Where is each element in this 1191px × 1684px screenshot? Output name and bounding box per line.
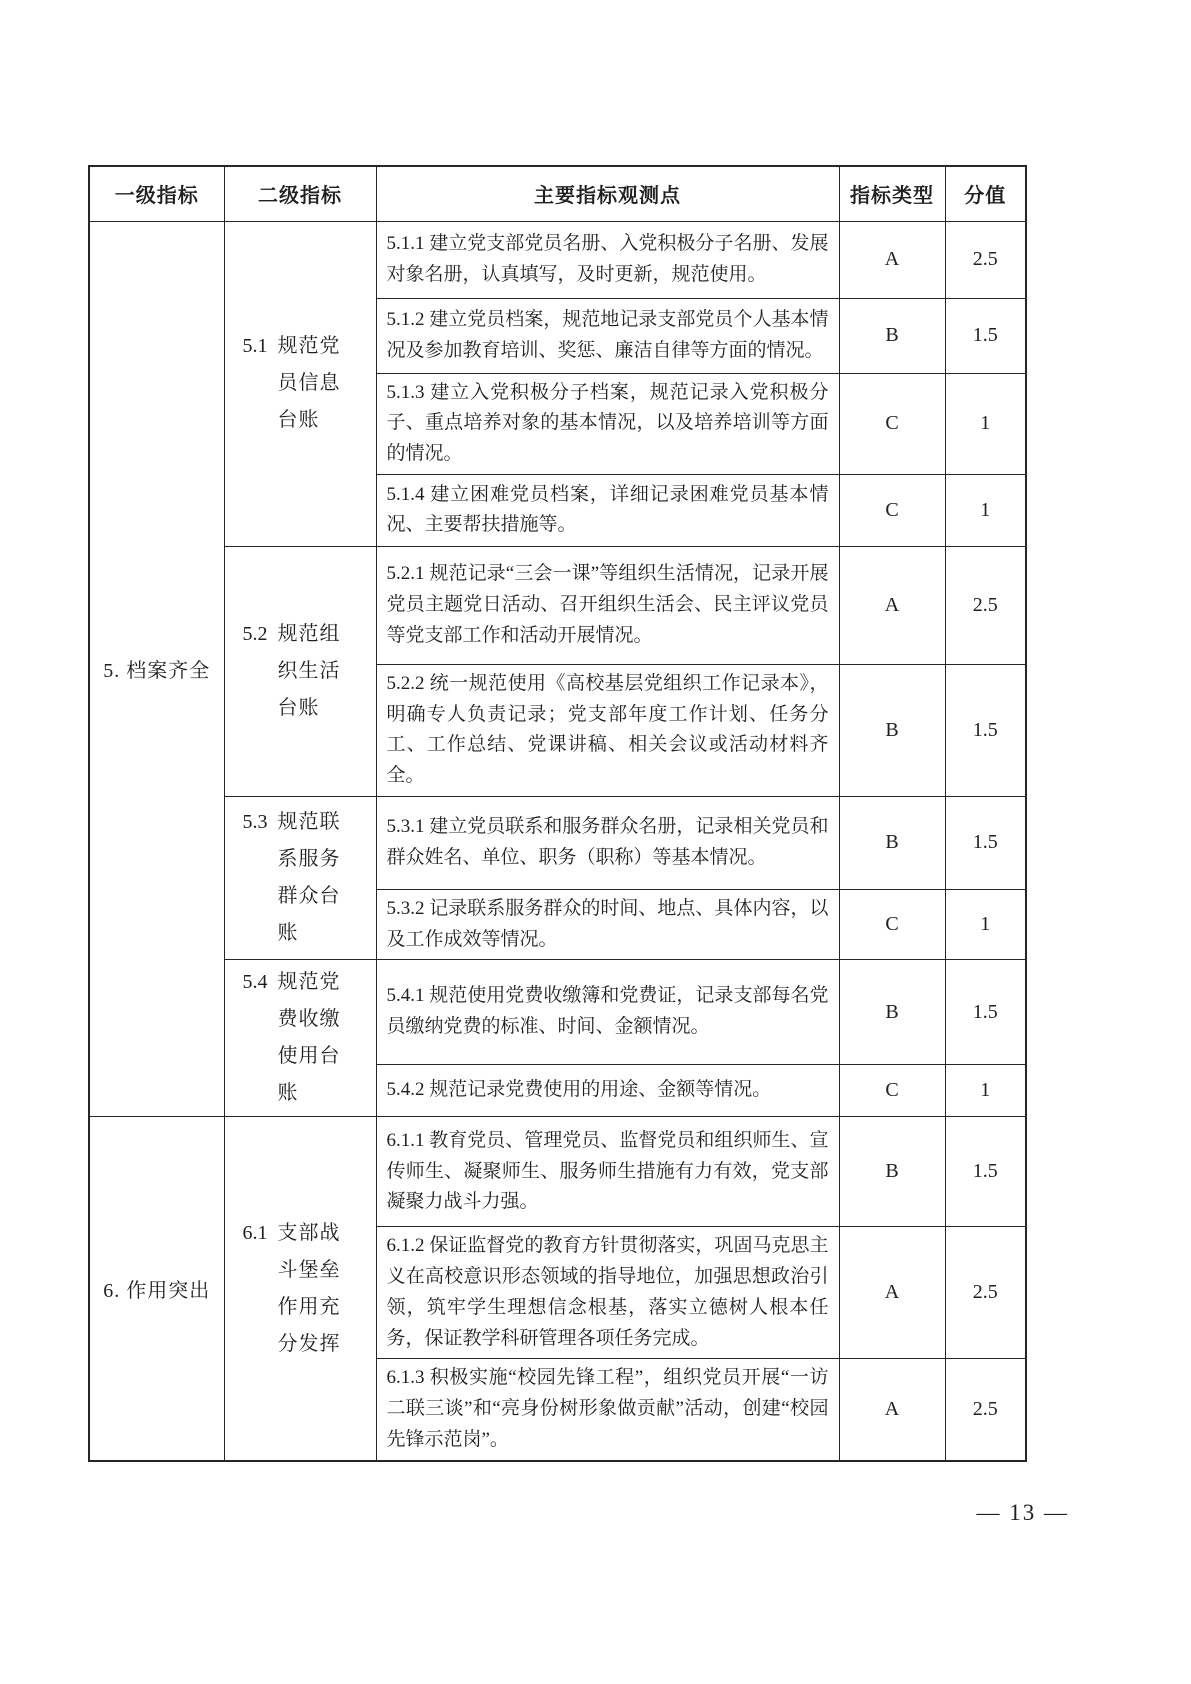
level2-number: 6.1 bbox=[242, 1221, 268, 1244]
type-cell: B bbox=[839, 960, 945, 1064]
type-cell: B bbox=[839, 298, 945, 373]
level2-number: 5.1 bbox=[242, 335, 268, 358]
level2-label: 规范党费收缴使用台账 bbox=[277, 971, 341, 1105]
observation-cell: 6.1.2 保证监督党的教育方针贯彻落实，巩固马克思主义在高校意识形态领域的指导地位，加强思想政治引领，筑牢学生理想信念根基，落实立德树人根本任务，保证教学科研管理各项任务完成。 bbox=[376, 1227, 839, 1359]
table-row bbox=[89, 796, 1026, 889]
observation-cell: 6.1.3 积极实施“校园先锋工程”，组织党员开展“一访二联三谈”和“亮身份树形象做贡献”活动，创建“校园先锋示范岗”。 bbox=[376, 1359, 839, 1461]
score-cell: 1.5 bbox=[945, 664, 1026, 796]
score-cell: 2.5 bbox=[945, 1227, 1026, 1359]
type-cell: A bbox=[839, 546, 945, 664]
table-row bbox=[89, 221, 1026, 298]
header-type: 指标类型 bbox=[839, 166, 945, 221]
type-cell: B bbox=[839, 796, 945, 889]
level2-number: 5.4 bbox=[242, 971, 268, 994]
score-cell: 1 bbox=[945, 1064, 1026, 1117]
level2-label: 规范组织生活台账 bbox=[277, 622, 341, 719]
observation-cell: 5.1.3 建立入党积极分子档案，规范记录入党积极分子、重点培养对象的基本情况，以及培养培训等方面的情况。 bbox=[376, 373, 839, 474]
header-observation: 主要指标观测点 bbox=[376, 166, 839, 221]
header-row bbox=[89, 166, 1026, 221]
observation-cell: 5.3.2 记录联系服务群众的时间、地点、具体内容，以及工作成效等情况。 bbox=[376, 889, 839, 960]
header-level2: 二级指标 bbox=[224, 166, 376, 221]
score-cell: 1 bbox=[945, 889, 1026, 960]
type-cell: A bbox=[839, 221, 945, 298]
type-cell: C bbox=[839, 1064, 945, 1117]
level2-label: 规范党员信息台账 bbox=[277, 335, 341, 432]
score-cell: 1 bbox=[945, 373, 1026, 474]
page-number: — 13 — bbox=[976, 1500, 1069, 1525]
level2-label: 支部战斗堡垒作用充分发挥 bbox=[277, 1221, 341, 1355]
type-cell: B bbox=[839, 664, 945, 796]
observation-cell: 5.2.2 统一规范使用《高校基层党组织工作记录本》，明确专人负责记录；党支部年度工作计划、任务分工、工作总结、党课讲稿、相关会议或活动材料齐全。 bbox=[376, 664, 839, 796]
indicator-table bbox=[88, 165, 1027, 1462]
observation-cell: 5.1.4 建立困难党员档案，详细记录困难党员基本情况、主要帮扶措施等。 bbox=[376, 474, 839, 546]
level2-label: 规范联系服务群众台账 bbox=[277, 811, 341, 945]
observation-cell: 6.1.1 教育党员、管理党员、监督党员和组织师生、宣传师生、凝聚师生、服务师生措施有力有效，党支部凝聚力战斗力强。 bbox=[376, 1117, 839, 1227]
observation-cell: 5.1.2 建立党员档案，规范地记录支部党员个人基本情况及参加教育培训、奖惩、廉洁自律等方面的情况。 bbox=[376, 298, 839, 373]
level2-cell bbox=[224, 796, 376, 960]
type-cell: C bbox=[839, 889, 945, 960]
type-cell: B bbox=[839, 1117, 945, 1227]
observation-cell: 5.1.1 建立党支部党员名册、入党积极分子名册、发展对象名册，认真填写，及时更新，规范使用。 bbox=[376, 221, 839, 298]
level2-cell bbox=[224, 221, 376, 546]
level1-cell: 5. 档案齐全 bbox=[89, 221, 224, 1117]
observation-cell: 5.4.1 规范使用党费收缴簿和党费证，记录支部每名党员缴纳党费的标准、时间、金额情况。 bbox=[376, 960, 839, 1064]
header-score: 分值 bbox=[945, 166, 1026, 221]
header-level1: 一级指标 bbox=[89, 166, 224, 221]
observation-cell: 5.2.1 规范记录“三会一课”等组织生活情况，记录开展党员主题党日活动、召开组织生活会、民主评议党员等党支部工作和活动开展情况。 bbox=[376, 546, 839, 664]
level1-cell: 6. 作用突出 bbox=[89, 1117, 224, 1461]
score-cell: 1.5 bbox=[945, 1117, 1026, 1227]
score-cell: 1.5 bbox=[945, 960, 1026, 1064]
observation-cell: 5.3.1 建立党员联系和服务群众名册，记录相关党员和群众姓名、单位、职务（职称）等基本情况。 bbox=[376, 796, 839, 889]
level2-cell bbox=[224, 546, 376, 796]
score-cell: 1.5 bbox=[945, 796, 1026, 889]
type-cell: A bbox=[839, 1227, 945, 1359]
type-cell: A bbox=[839, 1359, 945, 1461]
table-row bbox=[89, 960, 1026, 1064]
score-cell: 2.5 bbox=[945, 221, 1026, 298]
table-row bbox=[89, 1117, 1026, 1227]
level2-cell bbox=[224, 960, 376, 1117]
score-cell: 2.5 bbox=[945, 546, 1026, 664]
score-cell: 2.5 bbox=[945, 1359, 1026, 1461]
level2-number: 5.3 bbox=[242, 811, 268, 834]
type-cell: C bbox=[839, 373, 945, 474]
score-cell: 1 bbox=[945, 474, 1026, 546]
table-row bbox=[89, 546, 1026, 664]
score-cell: 1.5 bbox=[945, 298, 1026, 373]
level2-number: 5.2 bbox=[242, 622, 268, 645]
type-cell: C bbox=[839, 474, 945, 546]
observation-cell: 5.4.2 规范记录党费使用的用途、金额等情况。 bbox=[376, 1064, 839, 1117]
level2-cell bbox=[224, 1117, 376, 1461]
